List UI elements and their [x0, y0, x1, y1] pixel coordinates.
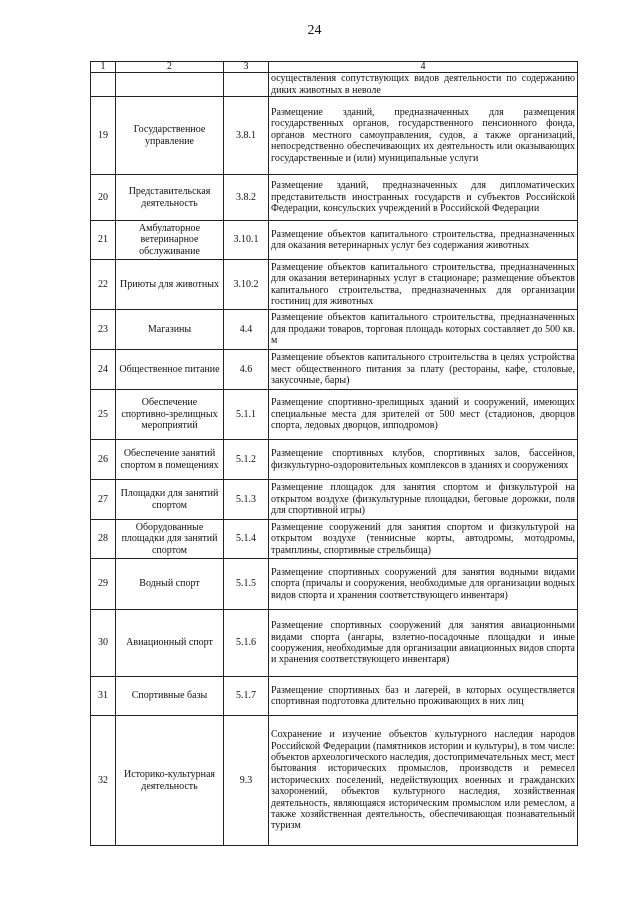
use-type-code: 5.1.1 — [224, 390, 269, 440]
land-use-table — [90, 61, 578, 846]
use-type-code: 3.8.2 — [224, 175, 269, 221]
row-number: 26 — [91, 440, 116, 480]
row-number: 19 — [91, 97, 116, 175]
row-number: 32 — [91, 716, 116, 846]
row-number: 23 — [91, 310, 116, 350]
use-type-description: Размещение объектов капитального строительства, предназначенных для продажи товаров, торговая площадь которых составляет до 500 кв. м — [269, 310, 578, 350]
row-number — [91, 73, 116, 97]
use-type-name: Площадки для занятий спортом — [116, 480, 224, 520]
use-type-name: Государственное управление — [116, 97, 224, 175]
use-type-code: 3.10.1 — [224, 221, 269, 260]
use-type-name: Приюты для животных — [116, 260, 224, 310]
page-number: 24 — [307, 23, 322, 38]
use-type-description: Размещение спортивных сооружений для занятия авиационными видами спорта (ангары, взлетно-посадочные площадки и иные сооружения, необходимые для организации авиационных видов спорта и хранения соответствующего инвентаря) — [269, 610, 578, 677]
use-type-code: 5.1.3 — [224, 480, 269, 520]
use-type-description: Размещение спортивно-зрелищных зданий и сооружений, имеющих специальные места для зрителей от 500 мест (стадионов, дворцов спорта, ледовых дворцов, ипподромов) — [269, 390, 578, 440]
row-number: 24 — [91, 350, 116, 390]
use-type-description: Размещение площадок для занятия спортом и физкультурой на открытом воздухе (физкультурные площадки, беговые дорожки, поля для спортивной игры) — [269, 480, 578, 520]
table-row — [91, 677, 578, 716]
use-type-description: Размещение объектов капитального строительства, предназначенных для оказания ветеринарных услуг без содержания животных — [269, 221, 578, 260]
table-row — [91, 480, 578, 520]
row-number: 25 — [91, 390, 116, 440]
table-row — [91, 390, 578, 440]
use-type-description: Размещение зданий, предназначенных для дипломатических представительств иностранных государств и субъектов Российской Федерации, консульских учреждений в Российской Федерации — [269, 175, 578, 221]
use-type-description: Размещение спортивных баз и лагерей, в которых осуществляется спортивная подготовка длительно проживающих в них лиц — [269, 677, 578, 716]
use-type-name: Оборудованные площадки для занятий спортом — [116, 520, 224, 559]
use-type-name: Спортивные базы — [116, 677, 224, 716]
use-type-code: 5.1.6 — [224, 610, 269, 677]
use-type-name: Обеспечение занятий спортом в помещениях — [116, 440, 224, 480]
use-type-name — [116, 73, 224, 97]
table-row — [91, 520, 578, 559]
use-type-code: 3.10.2 — [224, 260, 269, 310]
use-type-name: Общественное питание — [116, 350, 224, 390]
use-type-name: Амбулаторное ветеринарное обслуживание — [116, 221, 224, 260]
use-type-code: 4.6 — [224, 350, 269, 390]
table-row — [91, 310, 578, 350]
table-row — [91, 350, 578, 390]
use-type-code: 5.1.4 — [224, 520, 269, 559]
row-number: 30 — [91, 610, 116, 677]
use-type-code — [224, 73, 269, 97]
table-row — [91, 221, 578, 260]
header-col-4: 4 — [269, 62, 578, 73]
table-body — [91, 73, 578, 846]
use-type-code: 4.4 — [224, 310, 269, 350]
table-row — [91, 175, 578, 221]
header-col-3: 3 — [224, 62, 269, 73]
table-row — [91, 73, 578, 97]
row-number: 21 — [91, 221, 116, 260]
use-type-description: Размещение спортивных клубов, спортивных залов, бассейнов, физкультурно-оздоровительных комплексов в зданиях и сооружениях — [269, 440, 578, 480]
table-row — [91, 716, 578, 846]
use-type-description: Размещение объектов капитального строительства, предназначенных для оказания ветеринарных услуг в стационаре; размещение объектов капитального строительства, предназначенных для организации гостиниц для животных — [269, 260, 578, 310]
use-type-name: Историко-культурная деятельность — [116, 716, 224, 846]
use-type-name: Магазины — [116, 310, 224, 350]
table-row — [91, 559, 578, 610]
use-type-description: Размещение объектов капитального строительства в целях устройства мест общественного питания за плату (рестораны, кафе, столовые, закусочные, бары) — [269, 350, 578, 390]
use-type-description: Сохранение и изучение объектов культурного наследия народов Российской Федерации (памятников истории и культуры), в том числе: объектов археологического наследия, достопримечательных мест, мест бытования исторических промыслов, производств и ремесел исторических поселений, недействующих военных и гражданских захоронений, объектов культурного наследия, хозяйственная деятельность, являющаяся историческим промыслом или ремеслом, а также хозяйственная деятельность, обеспечивающая познавательный туризм — [269, 716, 578, 846]
use-type-code: 5.1.5 — [224, 559, 269, 610]
header-row — [91, 62, 578, 73]
use-type-name: Обеспечение спортивно-зрелищных мероприятий — [116, 390, 224, 440]
use-type-description: осуществления сопутствующих видов деятельности по содержанию диких животных в неволе — [269, 73, 578, 97]
row-number: 27 — [91, 480, 116, 520]
use-type-code: 5.1.2 — [224, 440, 269, 480]
table-row — [91, 610, 578, 677]
use-type-code: 5.1.7 — [224, 677, 269, 716]
row-number: 22 — [91, 260, 116, 310]
use-type-description: Размещение зданий, предназначенных для размещения государственных органов, государственного пенсионного фонда, органов местного самоуправления, судов, а также организаций, непосредственно обеспечивающих их деятельность или оказывающих государственные и (или) муниципальные услуги — [269, 97, 578, 175]
use-type-code: 9.3 — [224, 716, 269, 846]
table-row — [91, 440, 578, 480]
use-type-code: 3.8.1 — [224, 97, 269, 175]
row-number: 29 — [91, 559, 116, 610]
header-col-1: 1 — [91, 62, 116, 73]
table-row — [91, 97, 578, 175]
use-type-name: Водный спорт — [116, 559, 224, 610]
use-type-description: Размещение сооружений для занятия спортом и физкультурой на открытом воздухе (теннисные корты, автодромы, мотодромы, трамплины, спортивные стрельбища) — [269, 520, 578, 559]
row-number: 28 — [91, 520, 116, 559]
use-type-name: Авиационный спорт — [116, 610, 224, 677]
header-col-2: 2 — [116, 62, 224, 73]
use-type-name: Представительская деятельность — [116, 175, 224, 221]
row-number: 31 — [91, 677, 116, 716]
use-type-description: Размещение спортивных сооружений для занятия водными видами спорта (причалы и сооружения, необходимые для организации водных видов спорта и хранения соответствующего инвентаря) — [269, 559, 578, 610]
row-number: 20 — [91, 175, 116, 221]
table-row — [91, 260, 578, 310]
